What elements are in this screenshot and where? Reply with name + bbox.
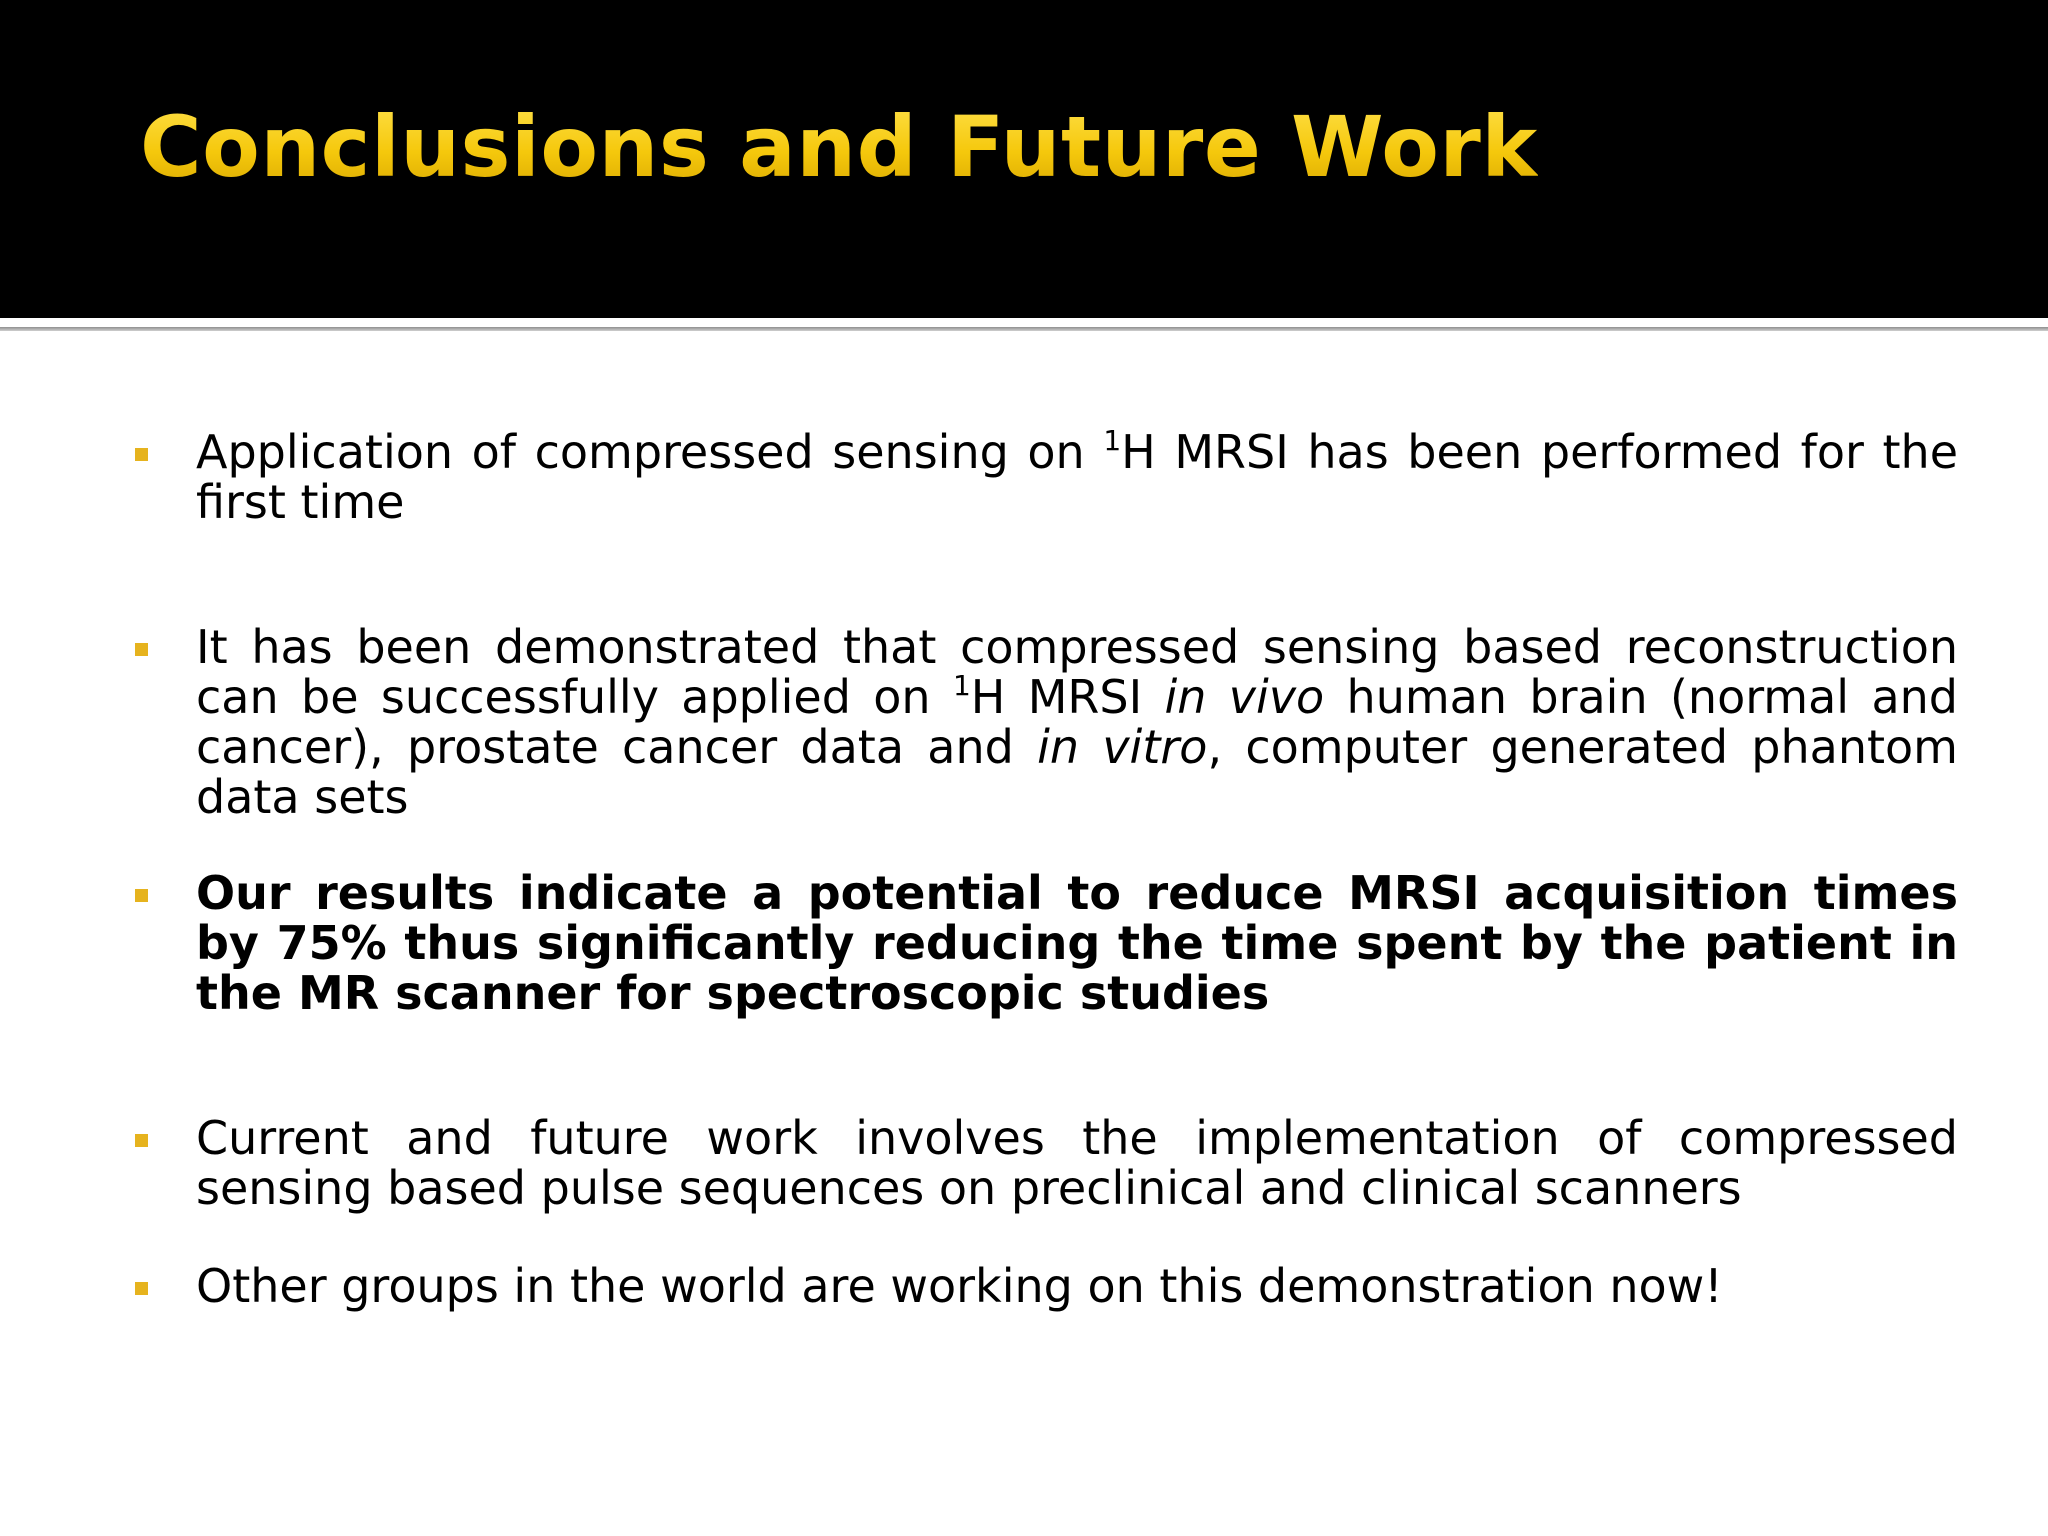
bullet-item: Other groups in the world are working on this demonstration now! [196, 1259, 1723, 1313]
italic-text: in vitro [1037, 720, 1208, 774]
bullet-square-icon [135, 1282, 148, 1295]
italic-text: in vivo [1164, 670, 1325, 724]
bullet-item [196, 622, 1958, 822]
bullet-item: Our results indicate a potential to reduce MRSI acquisition times by 75% thus significantly reducing the time spent by the patient in the MR scanner for spectroscopic studies [196, 866, 1958, 1020]
bullet-square-icon [135, 889, 148, 902]
bullet-square-icon [135, 643, 148, 656]
slide-title: Conclusions and Future Work [140, 98, 1538, 196]
bullet-square-icon [135, 448, 148, 461]
bullet-text: It has been demonstrated that compressed sensing based reconstruction can be successfully applied on [196, 620, 1958, 724]
bullet-text: H MRSI has been performed for the first time [196, 425, 1959, 529]
bullet-item [196, 424, 1959, 529]
superscript: 1 [1103, 424, 1122, 457]
bullet-item: Current and future work involves the implementation of compressed sensing based pulse sequences on preclinical and clinical scanners [196, 1111, 1958, 1215]
superscript: 1 [952, 669, 971, 702]
bullet-text: Application of compressed sensing on [196, 425, 1104, 479]
bullet-square-icon [135, 1134, 148, 1147]
bullet-text: , computer generated phantom data sets [196, 720, 1958, 824]
bullet-text: H MRSI [970, 670, 1165, 724]
bullet-text: human brain (normal and cancer), prostate cancer data and [196, 670, 1958, 774]
